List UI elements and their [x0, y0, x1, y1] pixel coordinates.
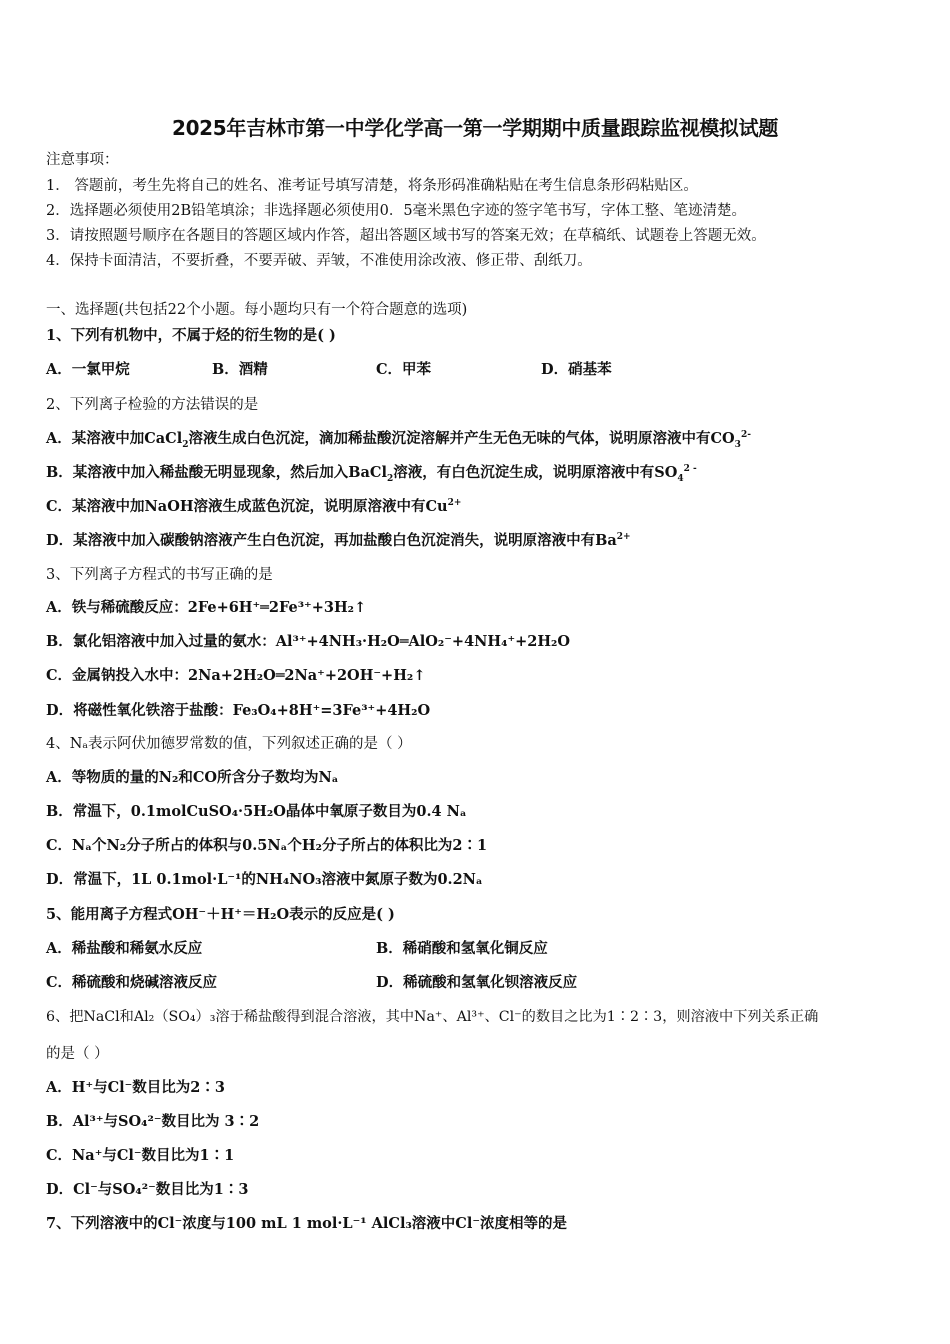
notice-item: 4．保持卡面清洁，不要折叠，不要弄破、弄皱，不准使用涂改液、修正带、刮纸刀。 [46, 253, 592, 269]
q3-option-d: D．将磁性氧化铁溶于盐酸：Fe₃O₄+8H⁺=3Fe³⁺+4H₂O [46, 702, 431, 719]
q2-b-text2: 溶液，有白色沉淀生成，说明原溶液中有SO [393, 464, 678, 481]
q1-option-b: B．酒精 [212, 361, 268, 378]
q2-option-c [46, 497, 461, 517]
question-6-stem-cont: 的是（ ） [46, 1046, 109, 1062]
q2-c-text: C．某溶液中加NaOH溶液生成蓝色沉淀，说明原溶液中有Cu [46, 498, 448, 515]
q2-a-text: A．某溶液中加CaCl [46, 430, 183, 447]
question-3-stem: 3、下列离子方程式的书写正确的是 [46, 567, 273, 583]
q4-option-d: D．常温下，1L 0.1mol·L⁻¹的NH₄NO₃溶液中氮原子数为0.2Nₐ [46, 871, 483, 888]
q2-d-text: D．某溶液中加入碳酸钠溶液产生白色沉淀，再加盐酸白色沉淀消失，说明原溶液中有Ba [46, 532, 617, 549]
question-5-stem: 5、能用离子方程式OH⁻＋H⁺＝H₂O表示的反应是( ) [46, 906, 395, 923]
q6-option-b: B．Al³⁺与SO₄²⁻数目比为 3∶2 [46, 1113, 260, 1130]
question-7-stem: 7、下列溶液中的Cl⁻浓度与100 mL 1 mol·L⁻¹ AlCl₃溶液中Cl⁻浓度相等的是 [46, 1215, 568, 1232]
q1-option-d: D．硝基苯 [541, 361, 612, 378]
q2-b-text: B．某溶液中加入稀盐酸无明显现象，然后加入BaCl [46, 464, 387, 481]
q4-option-c: C．Nₐ个N₂分子所占的体积与0.5Nₐ个H₂分子所占的体积比为2∶1 [46, 837, 488, 854]
question-2-stem: 2、下列离子检验的方法错误的是 [46, 397, 259, 413]
q2-d-sup: 2+ [616, 532, 631, 543]
q5-option-c: C．稀硫酸和烧碱溶液反应 [46, 974, 218, 991]
notice-heading: 注意事项： [46, 152, 119, 168]
q5-option-d: D．稀硫酸和氢氧化钡溶液反应 [376, 974, 578, 991]
q3-option-b: B．氯化铝溶液中加入过量的氨水：Al³⁺+4NH₃·H₂O═AlO₂⁻+4NH₄⁺+2H₂O [46, 633, 571, 650]
q4-option-b: B．常温下，0.1molCuSO₄·5H₂O晶体中氧原子数目为0.4 Nₐ [46, 803, 467, 820]
q6-option-d: D．Cl⁻与SO₄²⁻数目比为1∶3 [46, 1181, 249, 1198]
q1-option-c: C．甲苯 [376, 361, 432, 378]
q2-option-a [46, 429, 751, 449]
q2-c-sup: 2+ [447, 498, 462, 509]
page-title: 2025年吉林市第一中学化学高一第一学期期中质量跟踪监视模拟试题 [171, 116, 779, 140]
notice-item: 2．选择题必须使用2B铅笔填涂；非选择题必须使用0．5毫米黑色字迹的签字笔书写，字体工整、笔迹清楚。 [46, 203, 747, 219]
notice-item: 3．请按照题号顺序在各题目的答题区域内作答，超出答题区域书写的答案无效；在草稿纸、试题卷上答题无效。 [46, 228, 766, 244]
question-4-stem: 4、Nₐ表示阿伏加德罗常数的值，下列叙述正确的是（ ） [46, 736, 412, 752]
section-heading: 一、选择题(共包括22个小题。每小题均只有一个符合题意的选项) [46, 302, 468, 318]
notice-item: 1． 答题前，考生先将自己的姓名、准考证号填写清楚，将条形码准确粘贴在考生信息条形码粘贴区。 [46, 178, 698, 194]
q2-b-sub2: 4 [677, 473, 684, 484]
q2-b-sup: 2 - [683, 464, 697, 475]
q6-option-a: A．H⁺与Cl⁻数目比为2∶3 [46, 1079, 225, 1096]
q4-option-a: A．等物质的量的N₂和CO所含分子数均为Nₐ [46, 769, 339, 786]
q2-option-d [46, 531, 631, 551]
q2-a-sub2: 3 [734, 439, 741, 450]
q5-option-a: A．稀盐酸和稀氨水反应 [46, 940, 203, 957]
q2-a-text2: 溶液生成白色沉淀，滴加稀盐酸沉淀溶解并产生无色无味的气体，说明原溶液中有CO [188, 430, 735, 447]
question-6-stem: 6、把NaCl和Al₂（SO₄）₃溶于稀盐酸得到混合溶液，其中Na⁺、Al³⁺、Cl⁻的数目之比为1∶2∶3，则溶液中下列关系正确 [46, 1009, 819, 1025]
q3-option-a: A．铁与稀硫酸反应：2Fe+6H⁺═2Fe³⁺+3H₂↑ [46, 599, 367, 616]
question-1-stem: 1、下列有机物中，不属于烃的衍生物的是( ) [46, 327, 336, 344]
q2-b-sub: 2 [386, 473, 394, 484]
q3-option-c: C．金属钠投入水中：2Na+2H₂O═2Na⁺+2OH⁻+H₂↑ [46, 667, 426, 684]
q2-a-sup: 2- [740, 430, 751, 441]
q1-option-a: A．一氯甲烷 [46, 361, 130, 378]
q2-option-b [46, 463, 697, 483]
q6-option-c: C．Na⁺与Cl⁻数目比为1∶1 [46, 1147, 235, 1164]
q5-option-b: B．稀硝酸和氢氧化铜反应 [376, 940, 548, 957]
q2-a-sub: 2 [182, 439, 189, 450]
